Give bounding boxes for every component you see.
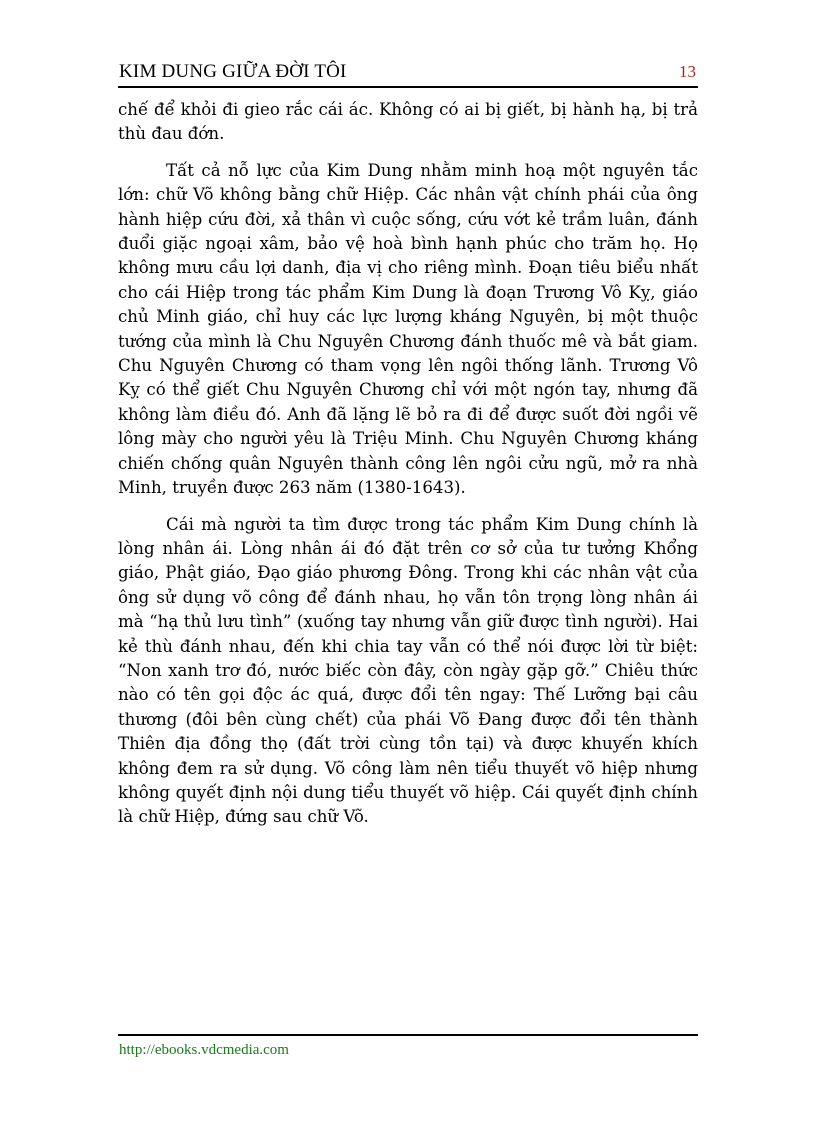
paragraph: Tất cả nỗ lực của Kim Dung nhằm minh hoạ một nguyên tắc lớn: chữ Võ không bằng chữ Hiệp. Các nhân vật chính phái của ông hành hiệp cứu đời, xả thân vì cuộc sống, cứu vớt kẻ trầm luân, đánh đuổi giặc ngoại xâm, bảo vệ hoà bình hạnh phúc cho trăm họ. Họ không mưu cầu lợi danh, địa vị cho riêng mình. Đoạn tiêu biểu nhất cho cái Hiệp trong tác phẩm Kim Dung là đoạn Trương Vô Kỵ, giáo chủ Minh giáo, chỉ huy các lực lượng kháng Nguyên, bị một thuộc tướng của mình là Chu Nguyên Chương đánh thuốc mê và bắt giam. Chu Nguyên Chương có tham vọng lên ngôi thống lãnh. Trương Vô Kỵ có thể giết Chu Nguyên Chương chỉ với một ngón tay, nhưng đã không làm điều đó. Anh đã lặng lẽ bỏ ra đi để được suốt đời ngồi vẽ lông mày cho người yêu là Triệu Minh. Chu Nguyên Chương kháng chiến chống quân Nguyên thành công lên ngôi cửu ngũ, mở ra nhà Minh, truyền được 263 năm (1380-1643). [118, 160, 698, 498]
footer-divider [118, 1034, 698, 1036]
footer-link[interactable]: http://ebooks.vdcmedia.com [119, 1042, 289, 1058]
paragraph-continuation: chế để khỏi đi gieo rắc cái ác. Không có ai bị giết, bị hành hạ, bị trả thù đau đớn. [118, 100, 698, 144]
paragraph: Cái mà người ta tìm được trong tác phẩm Kim Dung chính là lòng nhân ái. Lòng nhân ái đó đặt trên cơ sở của tư tưởng Khổng giáo, Phật giáo, Đạo giáo phương Đông. Trong khi các nhân vật của ông sử dụng võ công để đánh nhau, họ vẫn tôn trọng lòng nhân ái mà “hạ thủ lưu tình” (xuống tay nhưng vẫn giữ được tình người). Hai kẻ thù đánh nhau, đến khi chia tay vẫn có thể nói được lời từ biệt: “Non xanh trơ đó, nước biếc còn đây, còn ngày gặp gỡ.” Chiêu thức nào có tên gọi độc ác quá, được đổi tên ngay: Thế Lưỡng bại câu thương (đôi bên cùng chết) của phái Võ Đang được đổi tên thành Thiên địa đồng thọ (đất trời cùng tồn tại) và được khuyến khích không đem ra sử dụng. Võ công làm nên tiểu thuyết võ hiệp nhưng không quyết định nội dung tiểu thuyết võ hiệp. Cái quyết định chính là chữ Hiệp, đứng sau chữ Võ. [118, 514, 698, 827]
body-text [118, 98, 698, 842]
page-number: 13 [679, 62, 696, 81]
running-title: KIM DUNG GIỮA ĐỜI TÔI [119, 61, 347, 82]
page-header [118, 60, 698, 88]
